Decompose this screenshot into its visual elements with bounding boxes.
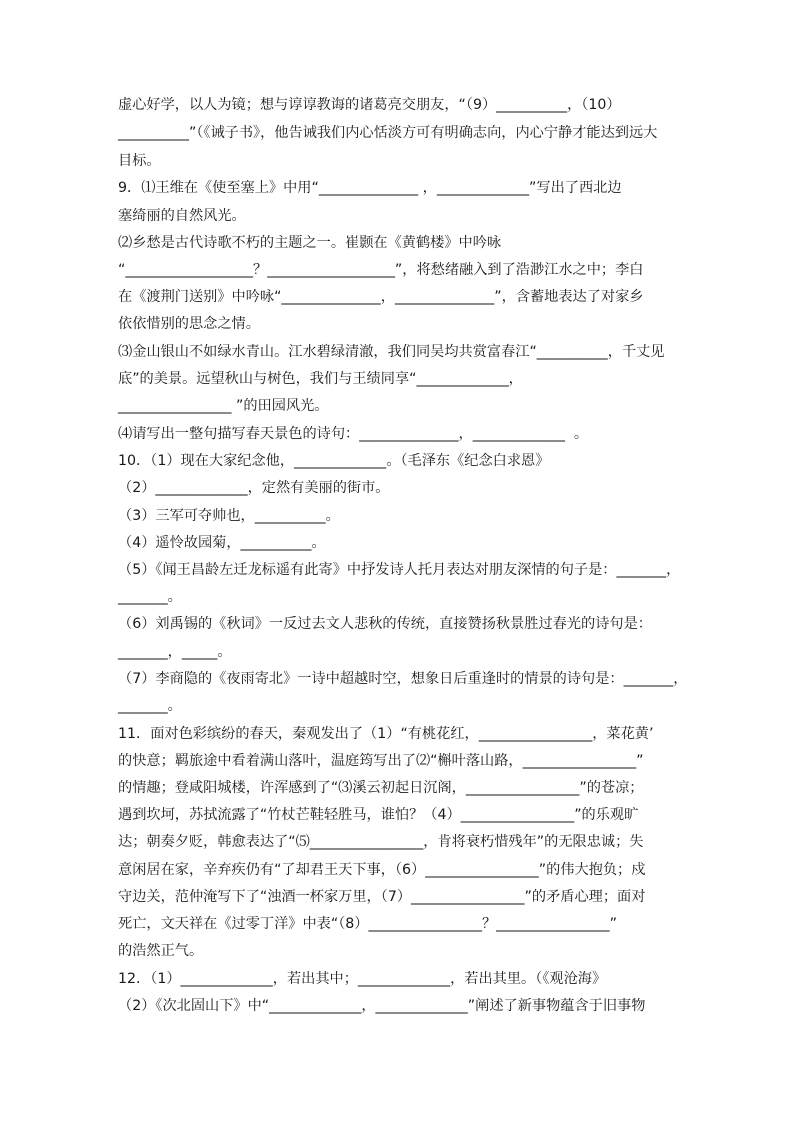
text-line: （7）李商隐的《夜雨寄北》一诗中超越时空，想象日后重逢时的情景的诗句是：_______，: [118, 671, 688, 687]
text-line: “__________________？__________________”，将愁绪融入到了浩渺江水之中；李白: [118, 262, 644, 278]
text-line: 虚心好学，以人为镜；想与谆谆教诲的诸葛亮交朋友，“（9）__________，（10）: [118, 97, 621, 113]
text-line: 底”的美景。远望秋山与树色，我们与王绩同享“_____________，: [118, 371, 523, 387]
text-line: 的快意；羁旅途中看着满山落叶，温庭筠写出了⑵“槲叶落山路，________________”: [118, 753, 644, 769]
text-line: 依依惜别的思念之情。: [118, 316, 260, 332]
text-line: 塞绮丽的自然风光。: [118, 208, 246, 224]
text-line: （4）遥怜故园菊，__________。: [118, 535, 326, 551]
text-line: ⑵乡愁是古代诗歌不朽的主题之一。崔颢在《黄鹤楼》中吟咏: [118, 235, 502, 251]
text-line: _______。: [118, 698, 182, 714]
text-line: （3）三军可夺帅也，__________。: [118, 508, 340, 524]
text-line: 的情趣；登咸阳城楼，许浑感到了“⑶溪云初起日沉阁，________________”的苍凉；: [118, 780, 644, 796]
text-line: 守边关，范仲淹写下了“浊酒一杯家万里，（7）________________”的矛盾心理；面对: [118, 889, 646, 905]
text-line: 目标。: [118, 153, 161, 169]
text-line: ⑶金山银山不如绿水青山。江水碧绿清澈，我们同吴均共赏富春江“__________，千丈见: [118, 344, 665, 360]
text-line: 10．（1）现在大家纪念他，_____________。（毛泽东《纪念白求恩》: [118, 453, 550, 469]
text-line: ________________ ”的田园风光。: [118, 398, 329, 414]
text-line: （2）_____________，定然有美丽的街市。: [118, 480, 390, 496]
text-line: 遇到坎坷，苏拭流露了“竹杖芒鞋轻胜马，谁怕？（4）________________”的乐观旷: [118, 807, 639, 823]
text-line: _______，_____。: [118, 644, 232, 660]
text-line: 的浩然正气。: [118, 943, 204, 959]
text-line: __________”（《诫子书》，他告诫我们内心恬淡方可有明确志向，内心宁静才能达到远大: [118, 125, 658, 141]
text-line: （6）刘禹锡的《秋词》一反过去文人悲秋的传统，直接赞扬秋景胜过春光的诗句是：: [118, 616, 652, 632]
text-line: 死亡，文天祥在《过零丁洋》中表“（8）________________？________________”: [118, 916, 618, 932]
text-line: 9．⑴王维在《使至塞上》中用“______________ ，_____________”写出了西北边: [118, 180, 622, 196]
text-line: 11．面对色彩缤纷的春天，秦观发出了（1）“有桃花红，________________，菜花黄’: [118, 726, 654, 742]
text-line: （2）《次北固山下》中“_____________，_____________”阐述了新事物蕴含于旧事物: [118, 998, 646, 1014]
text-line: _______。: [118, 589, 182, 605]
text-line: （5）《闻王昌龄左迁龙标遥有此寄》中抒发诗人托月表达对朋友深情的句子是：_______，: [118, 562, 681, 578]
text-line: 12．（1）_____________，若出其中；_____________，若出其里。（《观沧海》: [118, 971, 607, 987]
text-line: ⑷请写出一整句描写春天景色的诗句：______________，_____________ 。: [118, 426, 589, 442]
text-line: 在《渡荆门送别》中吟咏“______________，______________”，含蓄地表达了对家乡: [118, 289, 644, 305]
text-line: 达；朝奏夕贬，韩愈表达了“⑸________________，肯将衰朽惜残年”的无限忠诚；失: [118, 834, 644, 850]
text-line: 意闲居在家，辛弃疾仍有“了却君王天下事，（6）________________”的伟大抱负；戍: [118, 862, 646, 878]
